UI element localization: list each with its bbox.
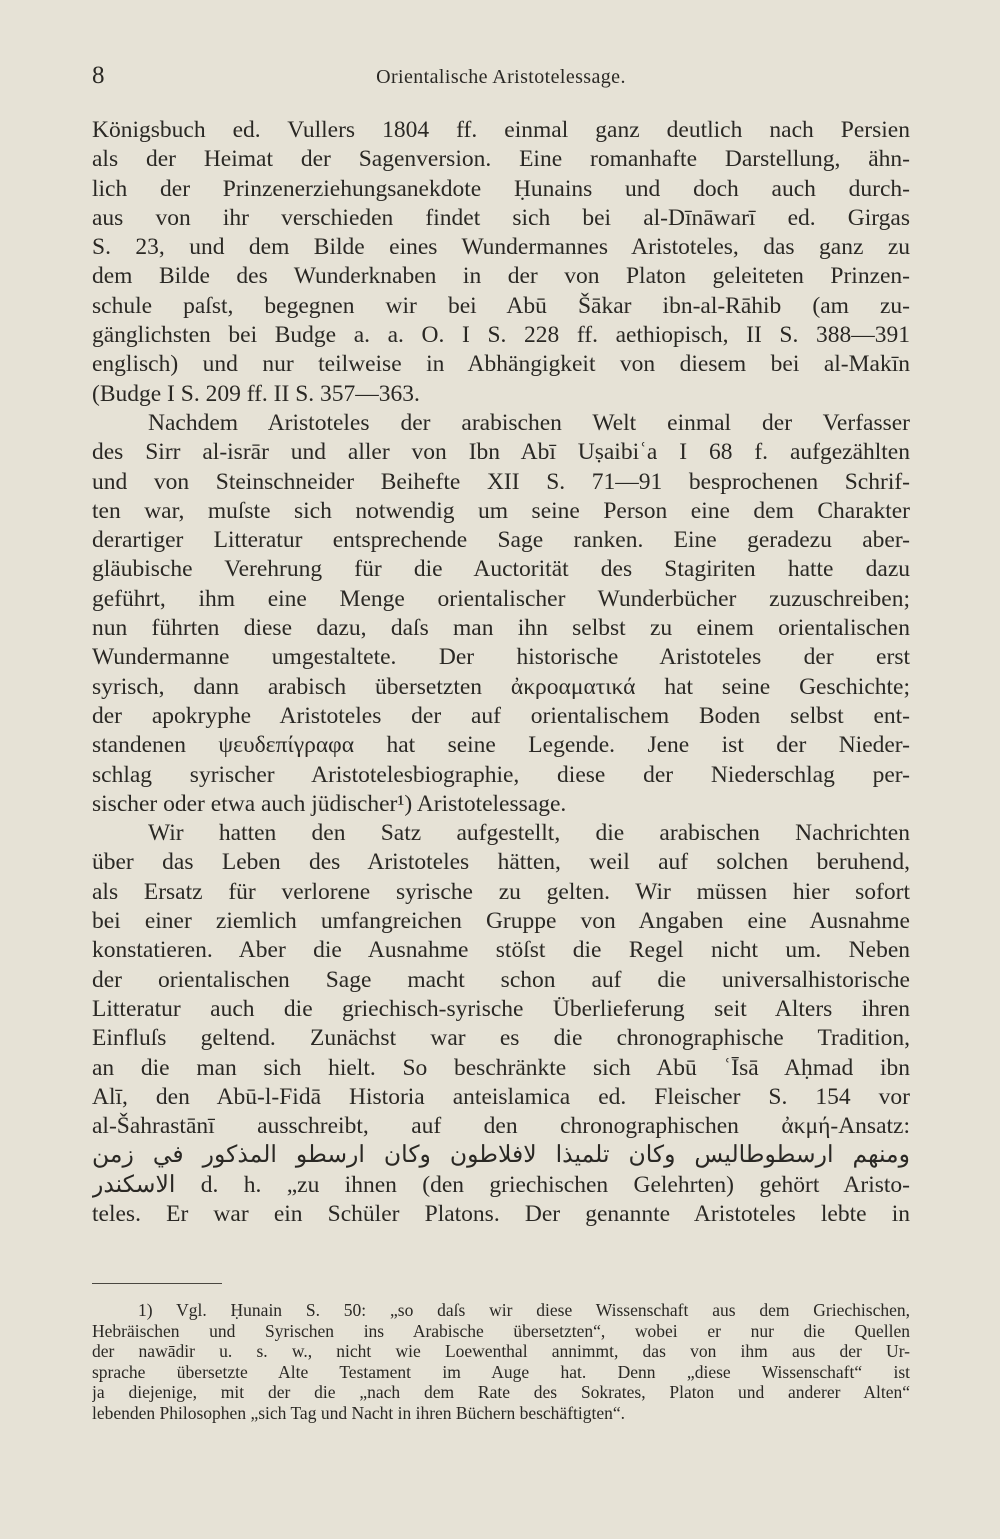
text-line: Königsbuch ed. Vullers 1804 ff. einmal ganz deutlich nach Persien [92, 117, 910, 143]
text-line: al-Šahrastānī ausschreibt, auf den chronographischen ἀκμή-Ansatz: [92, 1113, 910, 1140]
text-line: ten war, muſste sich notwendig um seine Person eine dem Charakter [92, 497, 910, 524]
paragraph-start: Wir hatten den Satz aufgestellt, die arabischen Nachrichten [148, 820, 910, 847]
text-line: Einfluſs geltend. Zunächst war es die chronographische Tradition, [92, 1025, 910, 1052]
text-line: schule paſst, begegnen wir bei Abū Šākar ibn-al-Rāhib (am zu- [92, 292, 910, 319]
footnote-line: ja diejenige, mit der die „nach dem Rate des Sokrates, Platon und anderer Alten“ [92, 1382, 910, 1403]
text-line: gläubische Verehrung für die Auctorität des Stagiriten hatte dazu [92, 556, 910, 583]
text-line: aus von ihr verschieden findet sich bei al-Dīnāwarī ed. Girgas [92, 204, 910, 231]
text-line: an die man sich hielt. So beschränkte sich Abū ʿĪsā Aḥmad ibn [92, 1054, 910, 1081]
page-number: 8 [92, 62, 105, 89]
text-line: dem Bilde des Wunderknaben in der von Platon geleiteten Prinzen- [92, 263, 910, 290]
text-line: الاسكندر d. h. „zu ihnen (den griechischen Gelehrten) gehört Aristo- [92, 1171, 910, 1198]
main-text [92, 116, 910, 1229]
footnote-line: Hebräischen und Syrischen ins Arabische übersetzten“, wobei er nur die Quellen [92, 1320, 910, 1341]
text-line: der apokryphe Aristoteles der auf orientalischem Boden selbst ent- [92, 702, 910, 729]
arabic-quote-line: ومنهم ارسطوطاليس وكان تلميذا لافلاطون وكان ارسطو المذكور في زمن [92, 1142, 910, 1169]
text-line: lich der Prinzenerziehungsanekdote Ḥunains und doch auch durch- [92, 175, 910, 202]
text-line: Alī, den Abū-l-Fidā Historia anteislamica ed. Fleischer S. 154 vor [92, 1083, 910, 1110]
text-line: Litteratur auch die griechisch-syrische Überlieferung seit Alters ihren [92, 995, 910, 1022]
text-line: bei einer ziemlich umfangreichen Gruppe von Angaben eine Ausnahme [92, 908, 910, 935]
paragraph-start: Nachdem Aristoteles der arabischen Welt einmal der Verfasser [148, 409, 910, 436]
page-header [92, 62, 910, 98]
text-line: des Sirr al-isrār und aller von Ibn Abī Uṣaibiʿa I 68 f. aufgezählten [92, 439, 910, 466]
text-line: sischer oder etwa auch jüdischer¹) Aristotelessage. [92, 790, 567, 817]
footnotes [92, 1300, 910, 1424]
text-line: gänglichsten bei Budge a. a. O. I S. 228 ff. aethiopisch, II S. 388—391 [92, 322, 910, 349]
text-line: schlag syrischer Aristotelesbiographie, diese der Niederschlag per- [92, 761, 910, 788]
text-line: konstatieren. Aber die Ausnahme stöſst die Regel nicht um. Neben [92, 937, 910, 964]
text-line: über das Leben des Aristoteles hätten, weil auf solchen beruhend, [92, 849, 910, 876]
text-line: S. 23, und dem Bilde eines Wundermannes Aristoteles, das ganz zu [92, 234, 910, 261]
text-line: nun führten diese dazu, daſs man ihn selbst zu einem orientalischen [92, 615, 910, 642]
text-line: (Budge I S. 209 ff. II S. 357—363. [92, 380, 420, 407]
text-line: als der Heimat der Sagenversion. Eine romanhafte Darstellung, ähn- [92, 146, 910, 173]
footnote-line: sprache übersetzte Alte Testament im Auge hat. Denn „diese Wissenschaft“ ist [92, 1361, 910, 1382]
text-line: syrisch, dann arabisch übersetzten ἀκροαματικά hat seine Geschichte; [92, 673, 910, 700]
text-line: teles. Er war ein Schüler Platons. Der genannte Aristoteles lebte in [92, 1200, 910, 1227]
footnote-rule [92, 1283, 222, 1284]
footnote-line: der nawādir u. s. w., nicht wie Loewenthal annimmt, das von ihm aus der Ur- [92, 1341, 910, 1362]
text-line: und von Steinschneider Beihefte XII S. 71—91 besprochenen Schrif- [92, 468, 910, 495]
text-line: englisch) und nur teilweise in Abhängigkeit von diesem bei al-Makīn [92, 351, 910, 378]
footnote-line: 1) Vgl. Ḥunain S. 50: „so daſs wir diese Wissenschaft aus dem Griechischen, [138, 1300, 910, 1320]
footnote-line: lebenden Philosophen „sich Tag und Nacht in ihren Büchern beschäftigten“. [92, 1402, 626, 1423]
text-line: geführt, ihm eine Menge orientalischer Wunderbücher zuzuschreiben; [92, 585, 910, 612]
text-line: als Ersatz für verlorene syrische zu gelten. Wir müssen hier sofort [92, 878, 910, 905]
running-title: Orientalische Aristotelessage. [376, 66, 626, 88]
text-line: Wundermanne umgestaltete. Der historische Aristoteles der erst [92, 644, 910, 671]
text-line: der orientalischen Sage macht schon auf die universalhistorische [92, 966, 910, 993]
text-line: derartiger Litteratur entsprechende Sage ranken. Eine geradezu aber- [92, 527, 910, 554]
text-line: standenen ψευδεπίγραφα hat seine Legende. Jene ist der Nieder- [92, 732, 910, 759]
